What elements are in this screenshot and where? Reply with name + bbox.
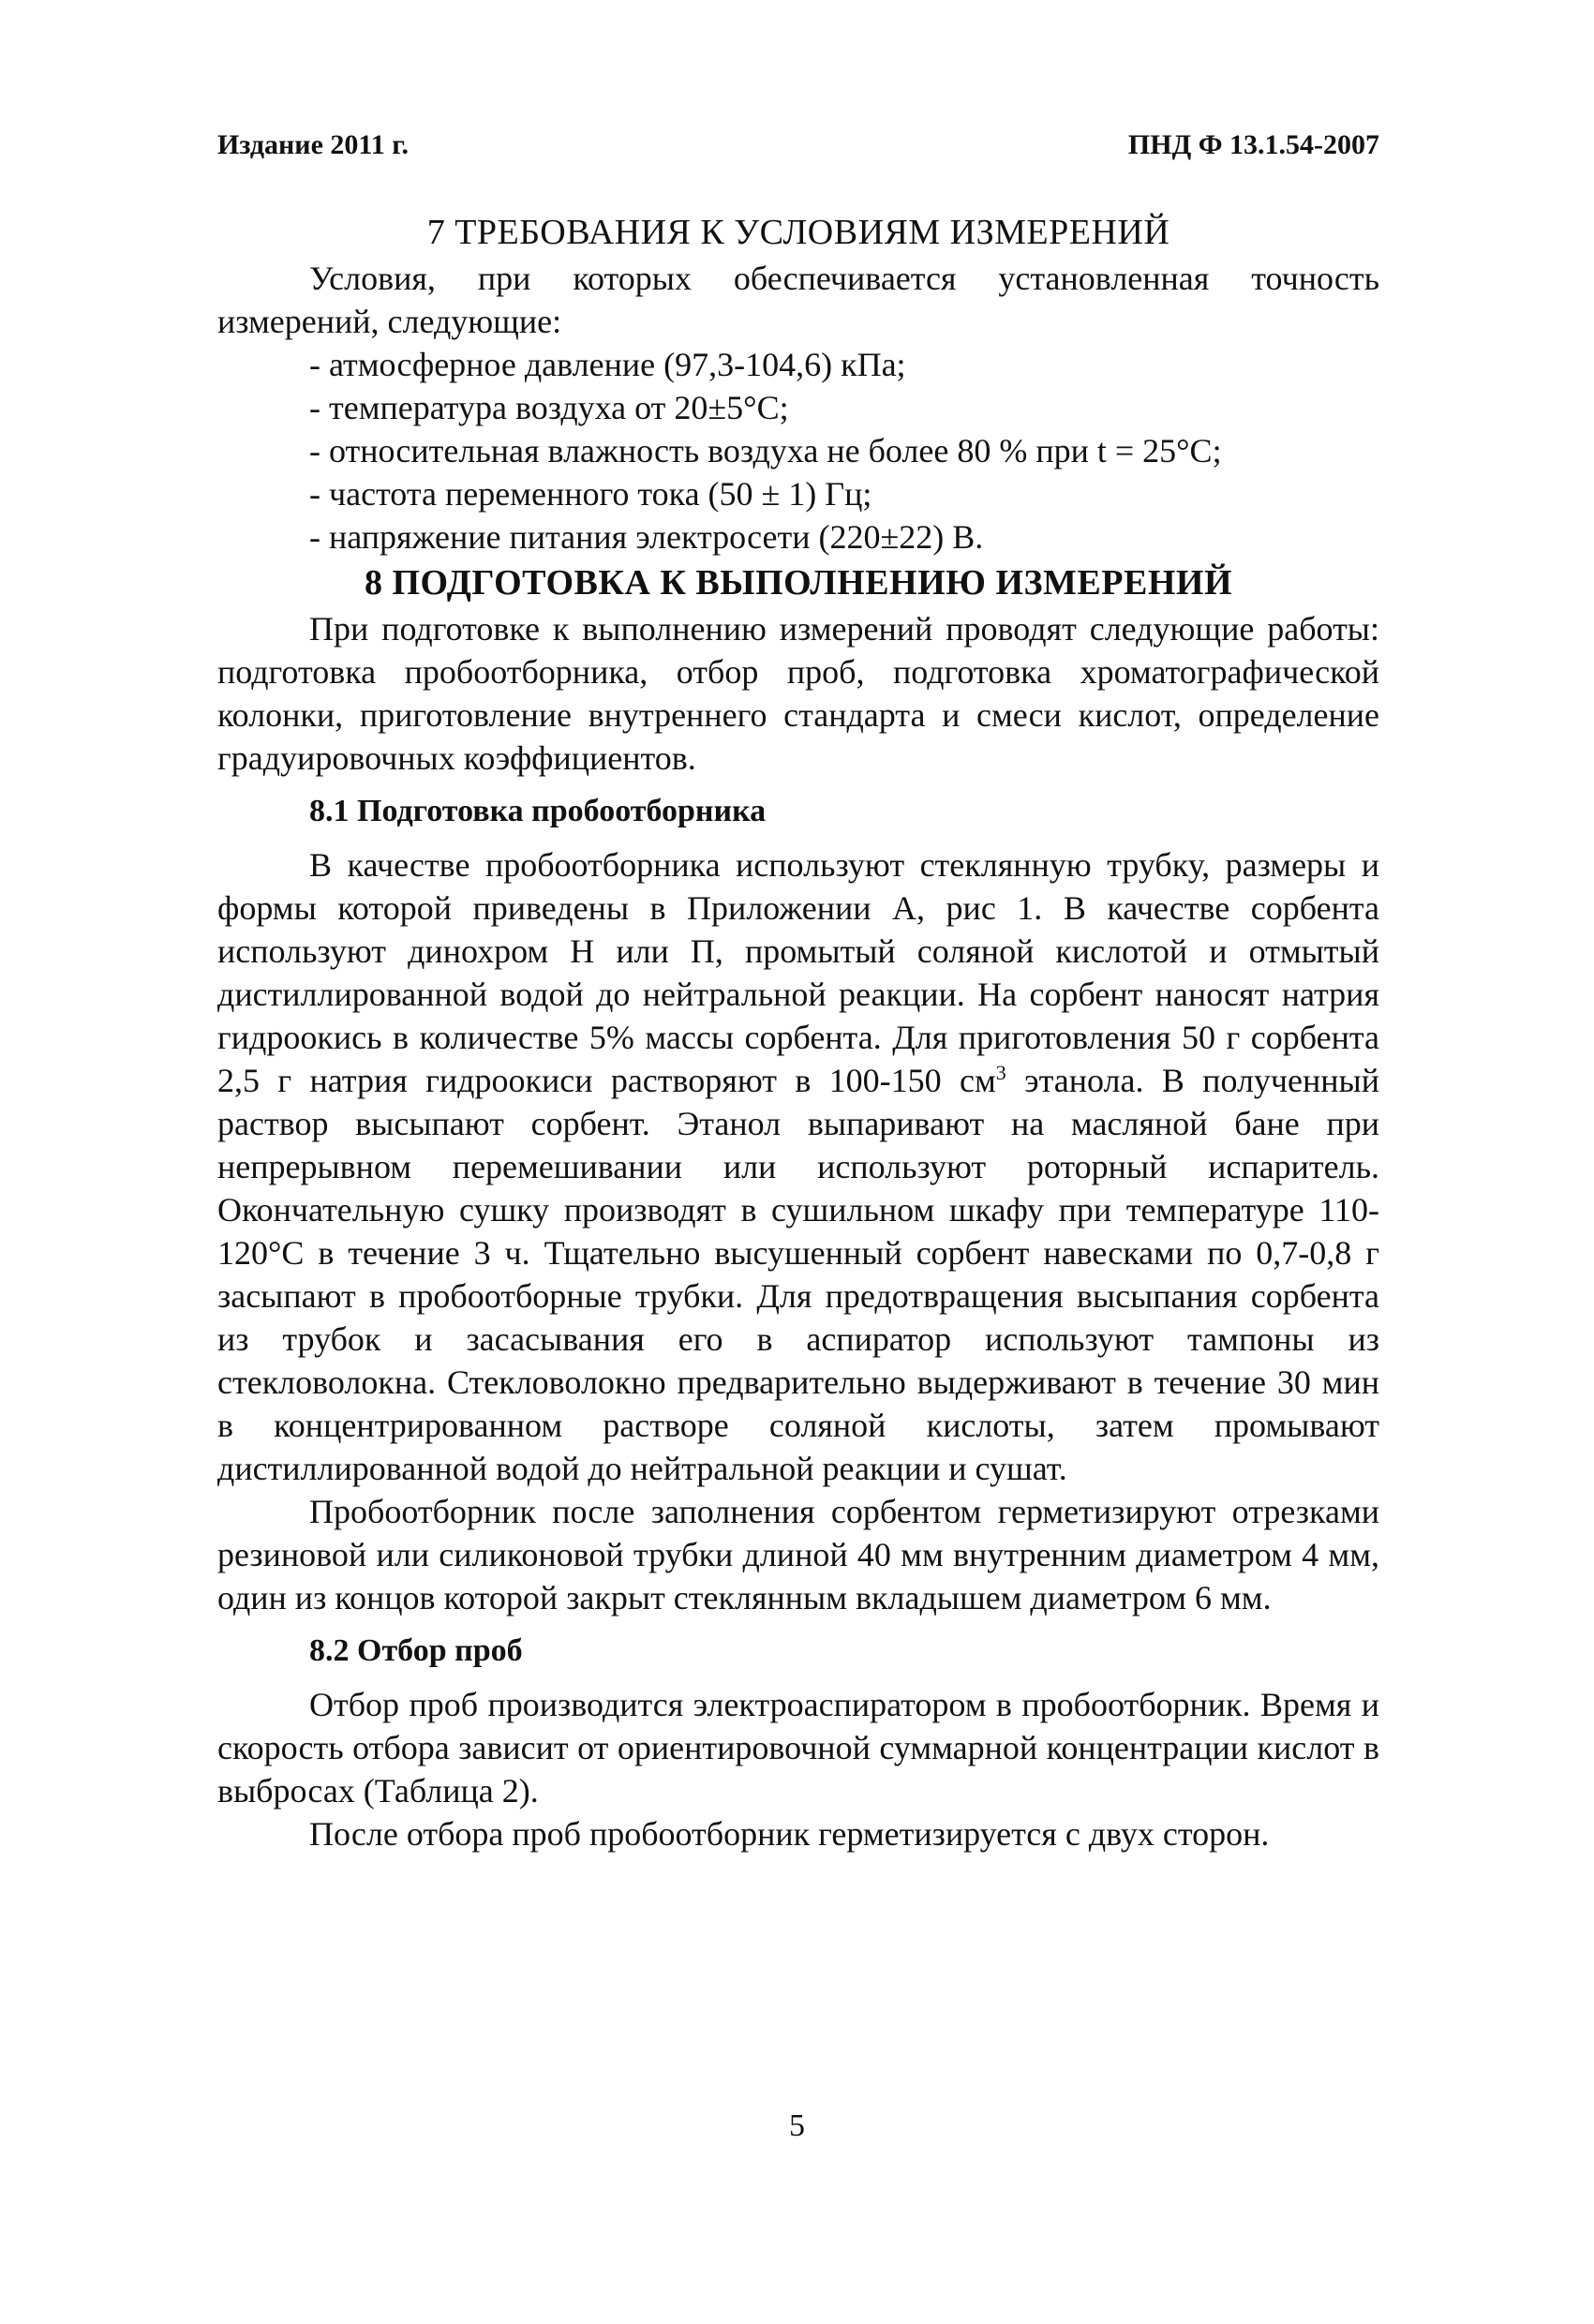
subsection-8-2-paragraph-1: Отбор проб производится электроаспиратором в пробоотборник. Время и скорость отбора зависит от ориентировочной суммарной концентрации кислот в выбросах (Таблица 2). [217,1686,1379,1810]
subsection-8-2-paragraph-2: После отбора проб пробоотборник герметизируется с двух сторон. [309,1815,1270,1853]
page-number: 5 [789,2108,805,2143]
condition-item: - частота переменного тока (50 ± 1) Гц; [309,475,872,513]
page-content [217,208,1379,1855]
conditions-list [217,343,1379,559]
page-header [217,129,1379,161]
condition-item: - температура воздуха от 20±5°С; [309,389,789,426]
superscript: 3 [995,1061,1006,1084]
subsection-8-1-title: 8.1 Подготовка пробоотборника [309,794,767,828]
condition-item: - напряжение питания электросети (220±22) В. [309,518,984,556]
subsection-8-1-paragraph-1 [217,843,1379,1490]
subsection-8-1-paragraph-2: Пробоотборник после заполнения сорбентом герметизируют отрезками резиновой или силиконовой трубки длиной 40 мм внутренним диаметром 4 мм, один из концов которой закрыт стеклянным вкладышем диаметром 6 мм. [217,1493,1379,1616]
paragraph-text: этанола. В полученный раствор высыпают сорбент. Этанол выпаривают на масляной бане при непрерывном перемешивании или используют роторный испаритель. Окончательную сушку производят в сушильном шкафу при температуре 110-120°С в течение 3 ч. Тщательно высушенный сорбент навесками по 0,7-0,8 г засыпают в пробоотборные трубки. Для предотвращения высыпания сорбента из трубок и засасывания его в аспиратор используют тампоны из стекловолокна. Стекловолокно предварительно выдерживают в течение 30 мин в концентрированном растворе соляной кислоты, затем промывают дистиллированной водой до нейтральной реакции и сушат. [217,1062,1380,1487]
condition-item: - атмосферное давление (97,3-104,6) кПа; [309,346,906,383]
paragraph-text: В качестве пробоотборника используют стеклянную трубку, размеры и формы которой приведены в Приложении А, рис 1. В качестве сорбента используют динохром Н или П, промытый соляной кислотой и отмытый дистиллированной водой до нейтральной реакции. На сорбент наносят натрия гидроокись в количестве 5% массы сорбента. Для приготовления 50 г сорбента 2,5 г натрия гидроокиси растворяют в 100-150 см [217,846,1379,1099]
section-8-title: 8 ПОДГОТОВКА К ВЫПОЛНЕНИЮ ИЗМЕРЕНИЙ [364,563,1232,603]
condition-item: - относительная влажность воздуха не более 80 % при t = 25°С; [309,432,1222,469]
edition-label: Издание 2011 г. [217,129,409,160]
subsection-8-2-title: 8.2 Отбор проб [309,1633,523,1668]
section-8-intro: При подготовке к выполнению измерений проводят следующие работы: подготовка пробоотборника, отбор проб, подготовка хроматографической колонки, приготовление внутреннего стандарта и смеси кислот, определение градуировочных коэффициентов. [217,610,1379,777]
section-7-intro: Условия, при которых обеспечивается установленная точность измерений, следующие: [217,260,1379,340]
document-code: ПНД Ф 13.1.54-2007 [1127,129,1379,160]
section-7-title: 7 ТРЕБОВАНИЯ К УСЛОВИЯМ ИЗМЕРЕНИЙ [426,213,1170,252]
